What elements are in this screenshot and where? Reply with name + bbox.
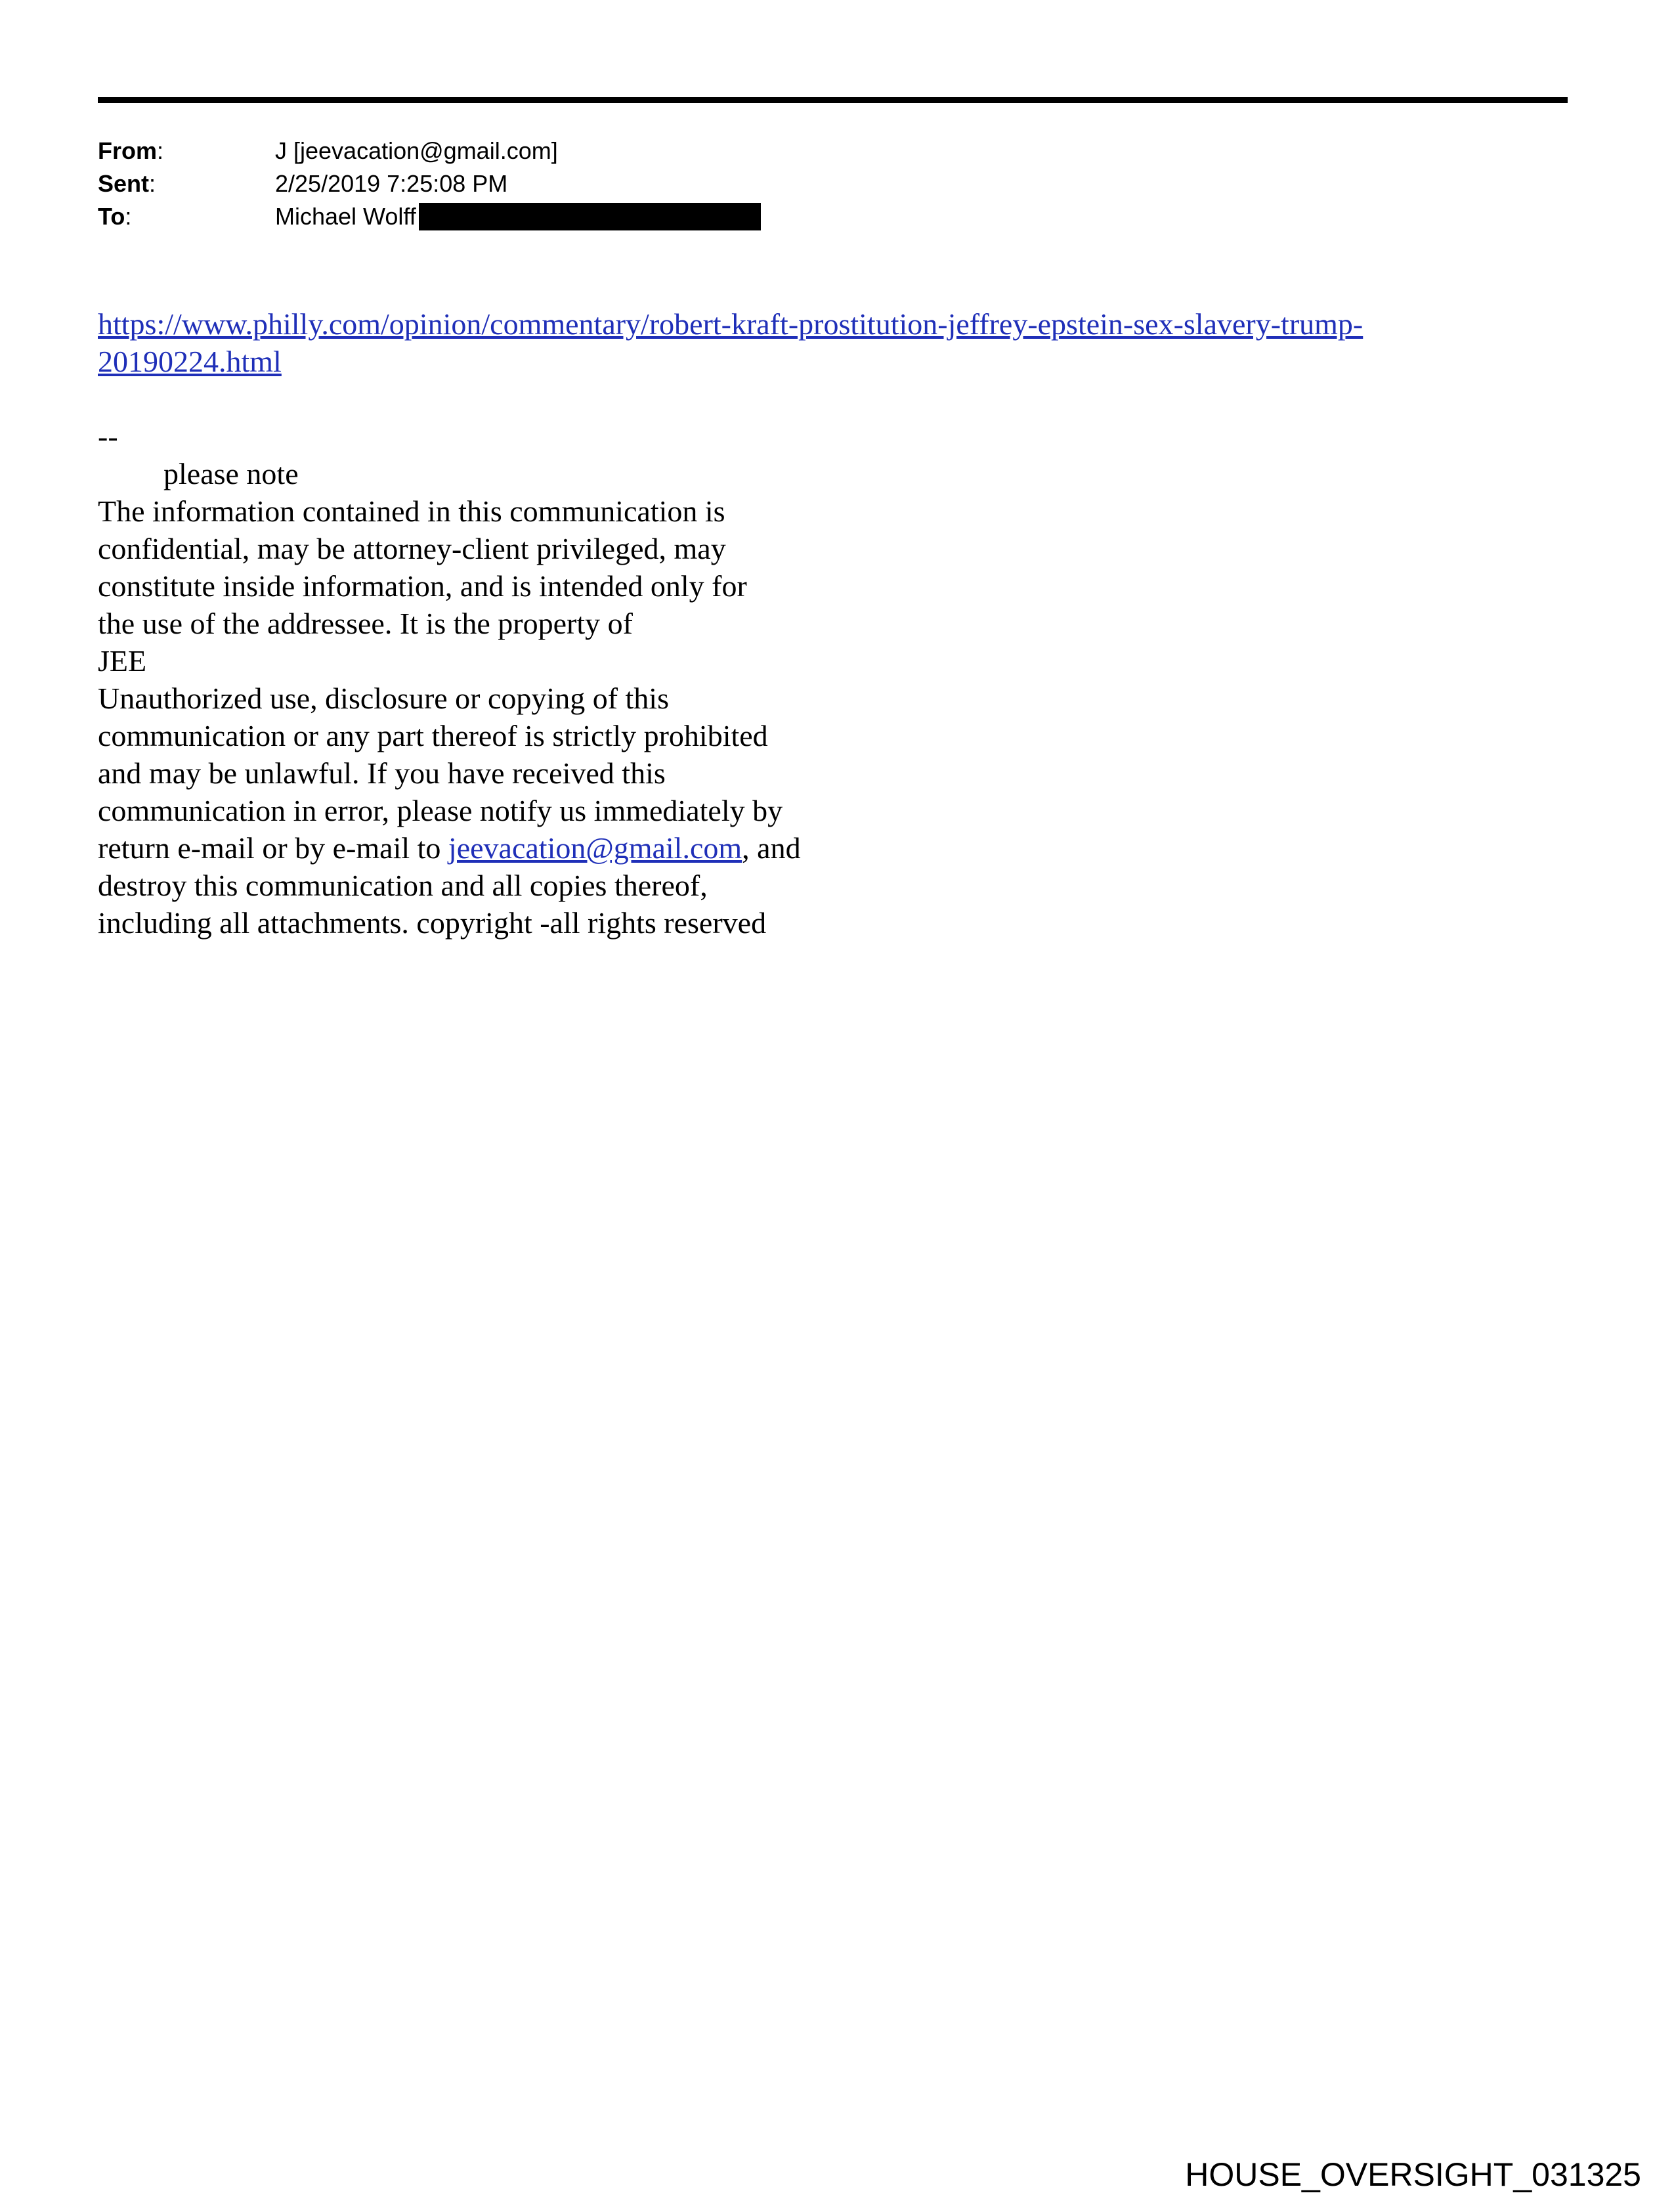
sent-row <box>98 167 761 200</box>
to-label <box>98 200 275 233</box>
to-label-text: To <box>98 203 125 230</box>
sent-colon: : <box>149 170 156 197</box>
article-link-part-2[interactable]: 20190224.html <box>98 345 282 378</box>
disclaimer <box>98 492 1581 942</box>
sent-label <box>98 167 275 200</box>
disclaimer-line: the use of the addressee. It is the property of <box>98 607 633 640</box>
disclaimer-line: confidential, may be attorney-client privileged, may <box>98 532 726 565</box>
return-email-link[interactable]: jeevacation@gmail.com <box>448 831 742 865</box>
disclaimer-line: destroy this communication and all copies thereof, <box>98 869 708 902</box>
to-row <box>98 200 761 233</box>
article-link-part-1[interactable]: https://www.philly.com/opinion/commentary/robert-kraft-prostitution-jeffrey-epstein-sex-slavery-trump- <box>98 307 1363 341</box>
disclaimer-line: constitute inside information, and is intended only for <box>98 569 747 603</box>
blank-line <box>98 380 1581 418</box>
disclaimer-line: communication or any part thereof is strictly prohibited <box>98 719 768 752</box>
to-value-wrap <box>275 200 761 233</box>
return-suffix: , and <box>742 831 801 865</box>
disclaimer-line: communication in error, please notify us immediately by <box>98 794 783 827</box>
to-colon: : <box>125 203 132 230</box>
to-value: Michael Wolff <box>275 203 416 230</box>
redaction-bar <box>419 203 761 230</box>
sent-value: 2/25/2019 7:25:08 PM <box>275 170 508 197</box>
disclaimer-line: and may be unlawful. If you have received this <box>98 756 666 790</box>
email-body <box>98 305 1581 942</box>
article-link-line-2 <box>98 343 1581 380</box>
disclaimer-line: The information contained in this communication is <box>98 494 725 528</box>
top-rule <box>98 97 1568 103</box>
please-note: please note <box>163 457 299 490</box>
from-value: J [jeevacation@gmail.com] <box>275 137 558 164</box>
article-link-line-1 <box>98 305 1581 343</box>
email-header <box>98 135 761 233</box>
return-prefix: return e-mail or by e-mail to <box>98 831 448 865</box>
from-colon: : <box>157 137 164 164</box>
sent-label-text: Sent <box>98 170 150 197</box>
disclaimer-line: JEE <box>98 644 147 678</box>
from-label-text: From <box>98 137 157 164</box>
from-label <box>98 135 275 167</box>
signature-dash: -- <box>98 420 118 453</box>
from-row <box>98 135 761 167</box>
disclaimer-return-line <box>98 829 1581 867</box>
bates-number: HOUSE_OVERSIGHT_031325 <box>1185 2156 1641 2193</box>
disclaimer-line: Unauthorized use, disclosure or copying of this <box>98 682 669 715</box>
disclaimer-line: including all attachments. copyright -all rights reserved <box>98 906 767 940</box>
